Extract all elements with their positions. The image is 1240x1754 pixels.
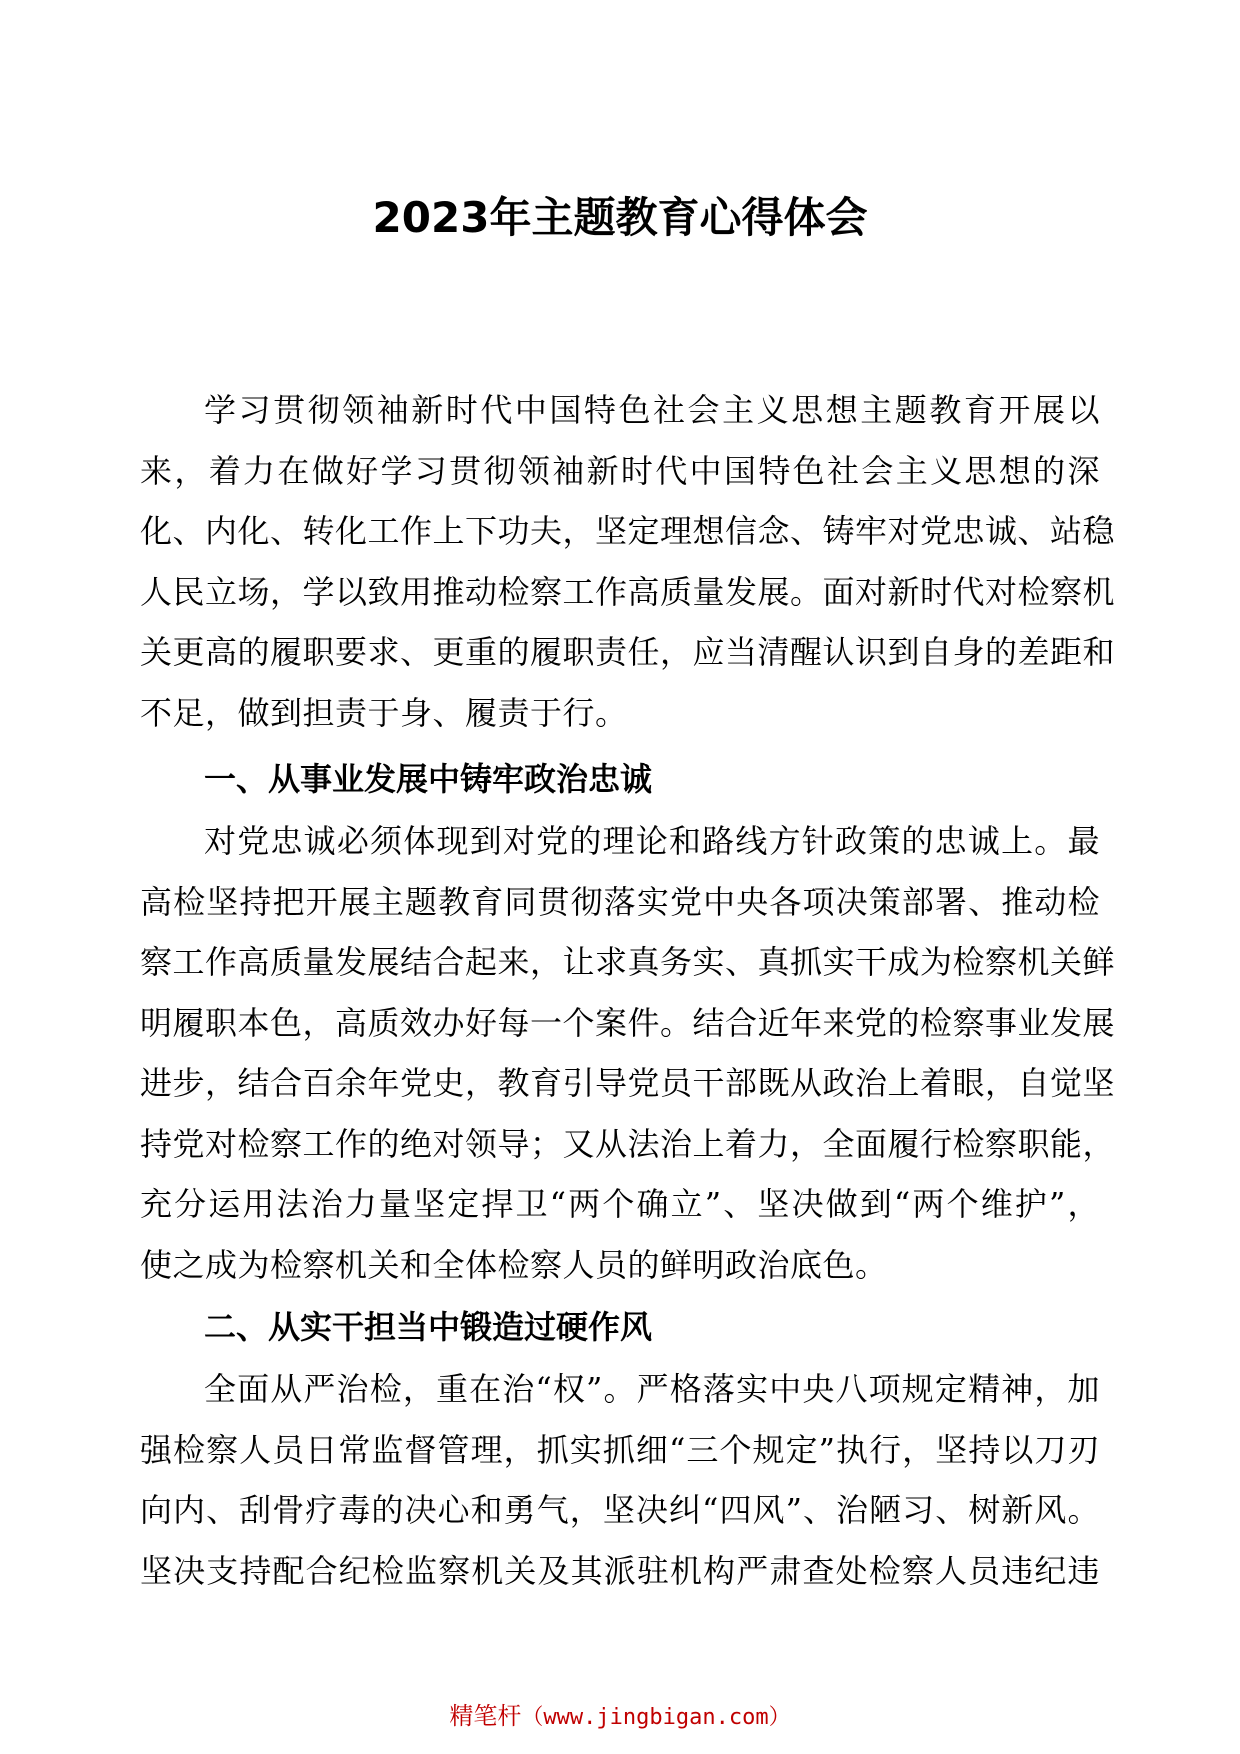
paragraph-line: 不足，做到担责于身、履责于行。 [140, 693, 628, 732]
page-footer [0, 1700, 1240, 1734]
paragraph-line: 关更高的履职要求、更重的履职责任，应当清醒认识到自身的差距和 [140, 633, 1116, 671]
document-title: 2023年主题教育心得体会 [372, 193, 868, 242]
paragraph-intro [140, 380, 1116, 743]
paragraph-line: 全面从严治检，重在治“权”。严格落实中央八项规定精神，加 [204, 1370, 1100, 1408]
section-heading-2: 二、从实干担当中锻造过硬作风 [204, 1308, 653, 1346]
paragraph-line: 来，着力在做好学习贯彻领袖新时代中国特色社会主义思想的深 [140, 451, 1100, 490]
paragraph-line: 高检坚持把开展主题教育同贯彻落实党中央各项决策部署、推动检 [140, 882, 1100, 921]
section-heading-1: 一、从事业发展中铸牢政治忠诚 [204, 760, 653, 798]
paragraph-line: 对党忠诚必须体现到对党的理论和路线方针政策的忠诚上。最 [204, 822, 1100, 860]
paragraph-line: 持党对检察工作的绝对领导；又从法治上着力，全面履行检察职能， [140, 1124, 1116, 1163]
paragraph-section-1 [140, 811, 1116, 1295]
paragraph-section-2 [140, 1359, 1100, 1601]
paragraph-line: 坚决支持配合纪检监察机关及其派驻机构严肃查处检察人员违纪违 [140, 1551, 1100, 1590]
footer-url-link[interactable]: （www.jingbigan.com） [521, 1705, 791, 1730]
paragraph-line: 向内、刮骨疗毒的决心和勇气，坚决纠“四风”、治陋习、树新风。 [140, 1491, 1100, 1529]
paragraph-line: 强检察人员日常监督管理，抓实抓细“三个规定”执行，坚持以刀刃 [140, 1430, 1100, 1469]
document-body [140, 380, 1116, 1601]
paragraph-line: 进步，结合百余年党史，教育引导党员干部既从政治上着眼，自觉坚 [140, 1064, 1116, 1102]
paragraph-line: 化、内化、转化工作上下功夫，坚定理想信念、铸牢对党忠诚、站稳 [140, 512, 1116, 550]
paragraph-line: 察工作高质量发展结合起来，让求真务实、真抓实干成为检察机关鲜 [140, 943, 1116, 981]
paragraph-line: 学习贯彻领袖新时代中国特色社会主义思想主题教育开展以 [204, 391, 1100, 429]
paragraph-line: 人民立场，学以致用推动检察工作高质量发展。面对新时代对检察机 [140, 572, 1116, 611]
paragraph-line: 充分运用法治力量坚定捍卫“两个确立”、坚决做到“两个维护”， [140, 1185, 1100, 1223]
footer-site-name: 精笔杆 [449, 1702, 522, 1730]
paragraph-line: 使之成为检察机关和全体检察人员的鲜明政治底色。 [140, 1245, 888, 1284]
paragraph-line: 明履职本色，高质效办好每一个案件。结合近年来党的检察事业发展 [140, 1003, 1116, 1042]
